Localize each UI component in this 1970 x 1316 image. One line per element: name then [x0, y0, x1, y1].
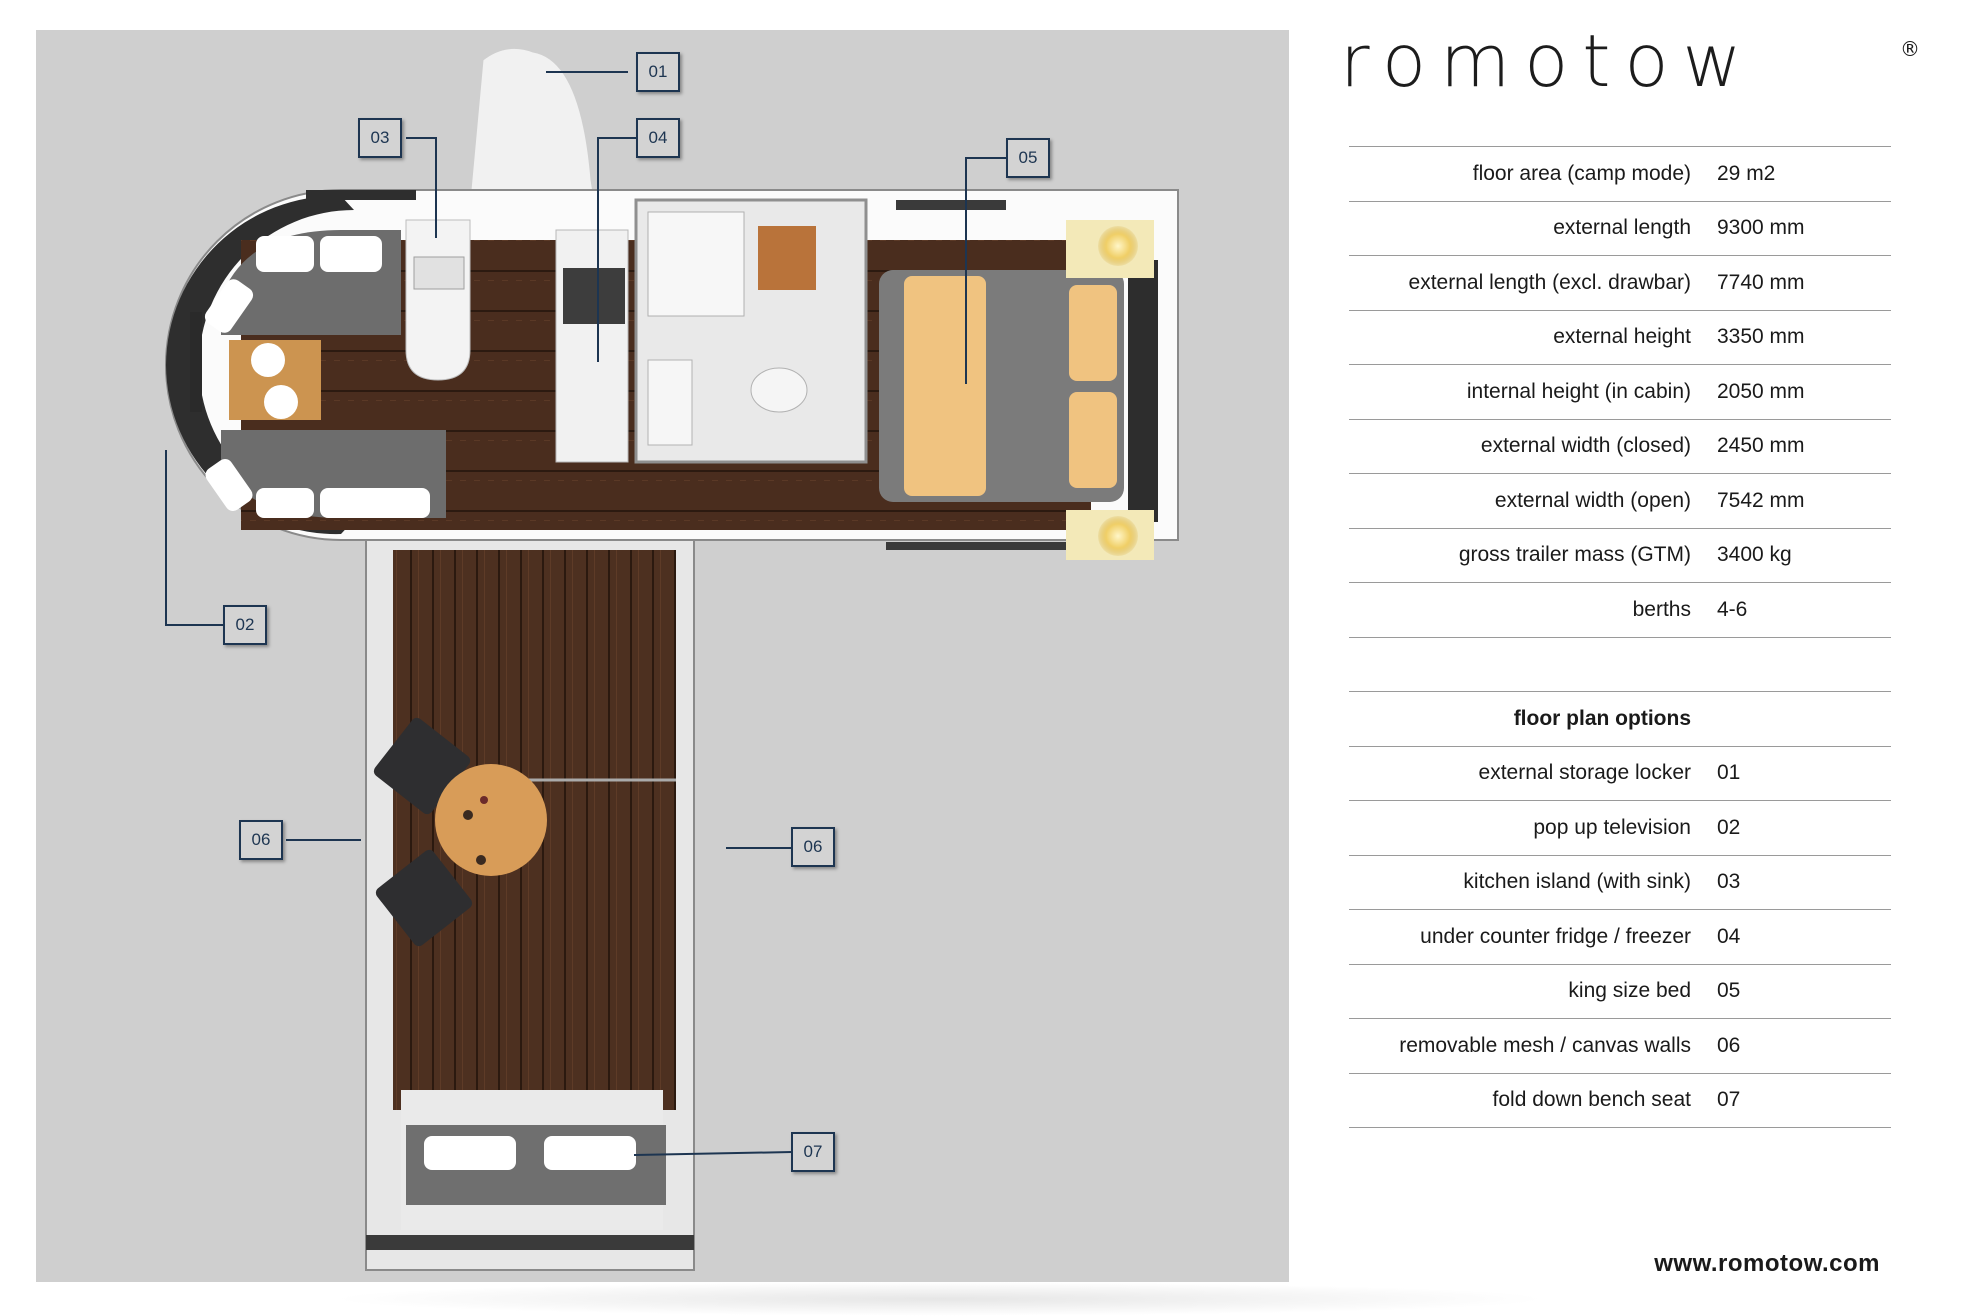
spec-label: floor area (camp mode): [1472, 161, 1691, 185]
spec-label: external width (open): [1494, 488, 1691, 512]
callout-06-left: 06: [239, 820, 283, 860]
spec-label: gross trailer mass (GTM): [1458, 543, 1691, 567]
spec-value: 7542 mm: [1717, 488, 1805, 512]
spacer-row: [1349, 638, 1891, 693]
option-label: pop up television: [1533, 815, 1691, 839]
callout-01: 01: [636, 52, 680, 92]
option-label: kitchen island (with sink): [1463, 870, 1691, 894]
spec-row: [1349, 147, 1891, 202]
floor-plan-panel: [36, 30, 1289, 1282]
spec-row: [1349, 202, 1891, 257]
option-row: [1349, 747, 1891, 802]
spec-table: [1349, 146, 1891, 1128]
spec-label: external height: [1553, 325, 1691, 349]
spec-value: 3400 kg: [1717, 543, 1792, 567]
option-label: under counter fridge / freezer: [1420, 924, 1691, 948]
spec-value: 2450 mm: [1717, 434, 1805, 458]
spec-value: 3350 mm: [1717, 325, 1805, 349]
spec-label: external width (closed): [1480, 434, 1691, 458]
option-number: 07: [1717, 1088, 1741, 1112]
callout-04: 04: [636, 118, 680, 158]
option-number: 03: [1717, 870, 1741, 894]
option-number: 01: [1717, 761, 1741, 785]
option-number: 05: [1717, 979, 1741, 1003]
spec-label: external length (excl. drawbar): [1408, 270, 1691, 294]
option-number: 06: [1717, 1033, 1741, 1057]
spec-label: external length: [1553, 216, 1691, 240]
callout-07: 07: [791, 1132, 835, 1172]
spec-row: [1349, 583, 1891, 638]
options-heading-row: [1349, 692, 1891, 747]
spec-value: 29 m2: [1717, 161, 1776, 185]
option-label: external storage locker: [1478, 761, 1691, 785]
option-row: [1349, 856, 1891, 911]
option-row: [1349, 1019, 1891, 1074]
options-heading: floor plan options: [1513, 706, 1691, 730]
website-link[interactable]: www.romotow.com: [1654, 1250, 1880, 1277]
bottom-shadow: [330, 1282, 1550, 1316]
spec-value: 7740 mm: [1717, 270, 1805, 294]
brand-wordmark: romotow: [1340, 24, 1756, 103]
spec-row: [1349, 420, 1891, 475]
spec-label: berths: [1632, 597, 1691, 621]
fridge-counter: [556, 230, 628, 462]
option-row: [1349, 1074, 1891, 1129]
kitchen-island: [406, 220, 470, 380]
brand-logo: [1340, 24, 1920, 114]
callout-06-right: 06: [791, 827, 835, 867]
callout-03: 03: [358, 118, 402, 158]
spec-row: [1349, 256, 1891, 311]
option-label: king size bed: [1568, 979, 1691, 1003]
deck-table: [435, 764, 547, 876]
option-number: 02: [1717, 815, 1741, 839]
spec-label: internal height (in cabin): [1466, 379, 1691, 403]
option-label: removable mesh / canvas walls: [1399, 1033, 1691, 1057]
option-row: [1349, 910, 1891, 965]
spec-row: [1349, 311, 1891, 366]
option-number: 04: [1717, 924, 1741, 948]
option-row: [1349, 801, 1891, 856]
callout-02: 02: [223, 605, 267, 645]
floor-plan-illustration: [36, 30, 1289, 1282]
registered-mark: ®: [1900, 37, 1920, 61]
spec-value: 2050 mm: [1717, 379, 1805, 403]
spec-row: [1349, 474, 1891, 529]
spec-value: 9300 mm: [1717, 216, 1805, 240]
option-row: [1349, 965, 1891, 1020]
spec-row: [1349, 365, 1891, 420]
callout-05: 05: [1006, 138, 1050, 178]
spec-row: [1349, 529, 1891, 584]
spec-value: 4-6: [1717, 597, 1748, 621]
option-label: fold down bench seat: [1492, 1088, 1691, 1112]
